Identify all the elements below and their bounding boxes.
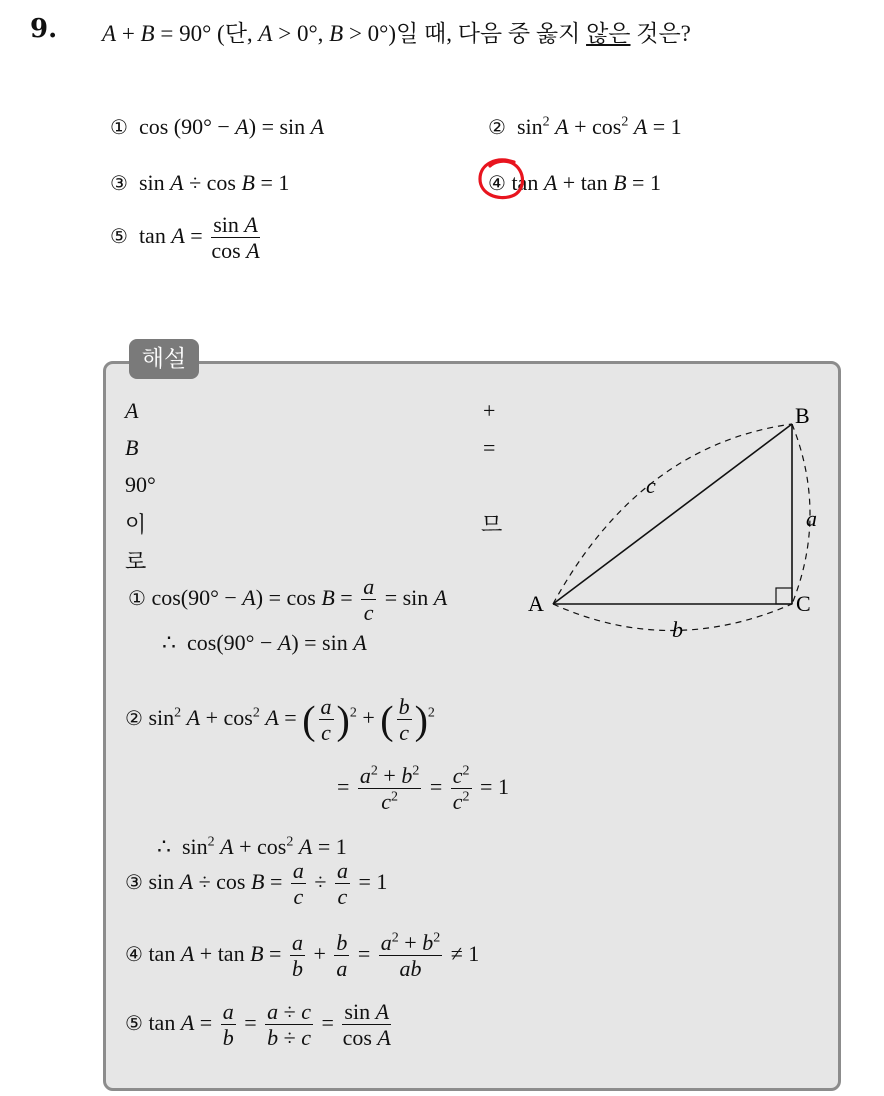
intro-line-5: 로 (125, 550, 147, 575)
triangle-diagram (520, 395, 830, 645)
step-2-line-3: ∴ $\sin^2 A + \cos^2 A = 1$ (157, 834, 347, 859)
answer-mark-circle (474, 154, 530, 204)
question-number: 9. (30, 14, 58, 44)
choice-1[interactable]: ① cos (90° − A) = sin A (110, 114, 325, 139)
intro-line-1: A (125, 398, 139, 423)
intro-right-3: 므 (481, 513, 503, 538)
choice-3[interactable]: ③ sin A ÷ cos B = 1 (110, 170, 290, 195)
vertex-b: B (795, 403, 810, 428)
right-angle-mark (776, 588, 792, 604)
question-stem: A + B = 90° (단, A > 0°, B > 0°)일 때, 다음 중 옳지 않은 것은? (102, 21, 691, 46)
choice-2[interactable]: ② $\sin^2 A + \cos^2 A = 1$ (488, 114, 682, 139)
step-2-line-1: ② $\sin^2 A + \cos^2 A$ = ( $\frac{a}{c}$ )$^2$ + ( $\frac{b}{c}$ )$^2$ (125, 694, 435, 746)
intro-line-4: 이 (125, 513, 147, 538)
choice-4[interactable]: ④ tan A + tan B = 1 (488, 170, 661, 195)
solution-tag: 해설 (129, 339, 199, 379)
intro-right-2: = (483, 435, 496, 460)
step-4: ④ tan A + tan B = $\frac{a}{b}$ + $\frac{b}{a}$ = $\frac{a^2 + b^2}{ab}$ ≠ 1 (125, 930, 480, 982)
stem-underlined: 않은 (586, 21, 631, 46)
step-1-line-1: ① cos(90° − A) = cos B = $\frac{a}{c}$ = sin A (128, 574, 448, 626)
choice-5[interactable]: ⑤ tan A = $\frac{\text{sin A}}{\text{cos A}}$ (110, 212, 260, 264)
label-c: c (646, 473, 656, 498)
label-b: b (672, 617, 683, 642)
step-5: ⑤ tan A = $\frac{a}{b}$ = $\frac{a \div c}{b \div c}$ = $\frac{\text{sin A}}{\text{cos A}}$ (125, 999, 391, 1051)
vertex-a: A (528, 591, 544, 616)
stem-text-after: 것은? (630, 21, 691, 46)
side-c (553, 424, 792, 604)
step-3: ③ sin A ÷ cos B = $\frac{a}{c}$ ÷ $\frac{a}{c}$ = 1 (125, 858, 388, 910)
intro-right-1: + (483, 398, 496, 423)
step-2-line-2: = $\frac{a^2 + b^2}{c^2}$ = $\frac{c^2}{c^2}$ = 1 (337, 763, 509, 815)
vertex-c: C (796, 591, 811, 616)
step-1-line-2: ∴ cos(90° − A) = sin A (162, 630, 367, 655)
stem-text-before: 일 때, 다음 중 옳지 (396, 21, 587, 46)
intro-line-3: 90° (125, 472, 156, 497)
label-a: a (806, 506, 817, 531)
intro-line-2: B (125, 435, 139, 460)
